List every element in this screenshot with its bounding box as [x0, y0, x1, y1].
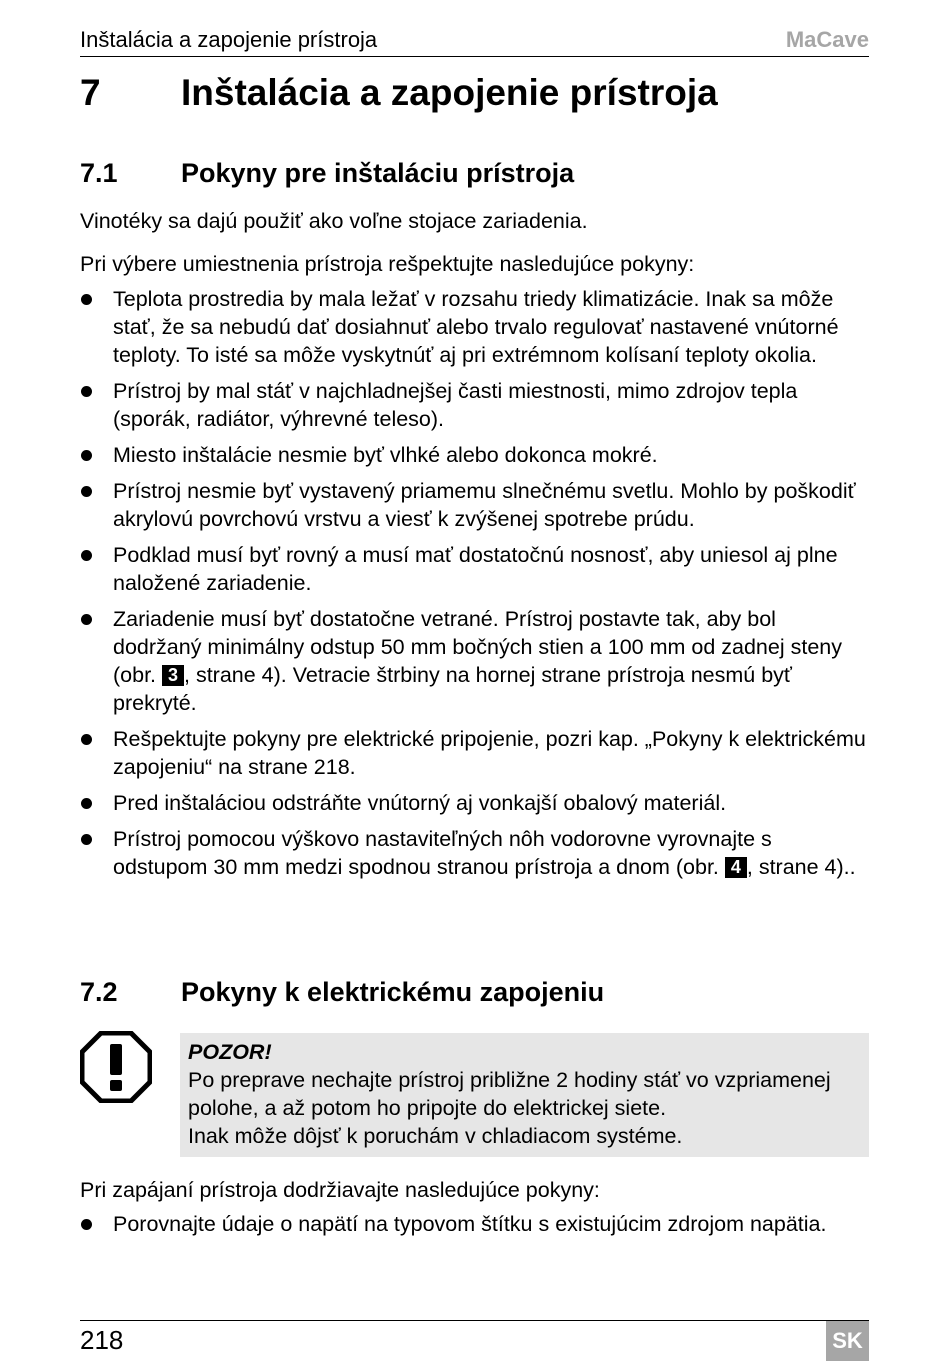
bullet-icon — [81, 294, 92, 305]
intro-paragraph: Pri výbere umiestnenia prístroja rešpektujte nasledujúce pokyny: — [80, 252, 695, 276]
electrical-intro-paragraph: Pri zapájaní prístroja dodržiavajte nasledujúce pokyny: — [80, 1178, 600, 1202]
language-badge: SK — [826, 1321, 869, 1361]
list-item: Porovnajte údaje o napätí na typovom štítku s existujúcim zdrojom napätia. — [80, 1210, 870, 1238]
header-brand: MaCave — [785, 27, 869, 52]
figure-reference-badge: 3 — [162, 665, 184, 686]
bullet-icon — [81, 386, 92, 397]
bullet-icon — [81, 1219, 92, 1230]
electrical-instructions-list — [80, 1210, 870, 1246]
list-item: Rešpektujte pokyny pre elektrické pripojenie, pozri kap. „Pokyny k elektrickému zapojeniu“ na strane 218. — [80, 725, 870, 781]
list-item: Prístroj nesmie byť vystavený priamemu slnečnému svetlu. Mohlo by poškodiť akrylovú povrchovú vrstvu a viesť k zvýšenej spotrebe prúdu. — [80, 477, 870, 533]
list-item: Zariadenie musí byť dostatočne vetrané. Prístroj postavte tak, aby bol dodržaný minimálny odstup 50 mm bočných stien a 100 mm od zadnej steny (obr. 3 , strane 4). Vetracie štrbiny na hornej strane prístroja nesmú byť prekryté. — [80, 605, 870, 717]
list-item: Miesto inštalácie nesmie byť vlhké alebo dokonca mokré. — [80, 441, 870, 469]
warning-exclamation-icon — [80, 1031, 152, 1103]
list-item: Prístroj pomocou výškovo nastaviteľných nôh vodorovne vyrovnajte s odstupom 30 mm medzi spodnou stranou prístroja a dnom (obr. 4 , strane 4).. — [80, 825, 870, 881]
bullet-icon — [81, 798, 92, 809]
section-heading-7-1 — [80, 158, 869, 192]
installation-instructions-list — [80, 285, 870, 889]
figure-reference-badge: 4 — [725, 857, 747, 878]
bullet-icon — [81, 614, 92, 625]
section-number: 7.1 — [80, 158, 118, 188]
page-header — [80, 27, 869, 57]
caution-text: Po preprave nechajte prístroj približne 2 hodiny stáť vo vzpriamenej polohe, a až potom ho pripojte do elektrickej siete. — [188, 1068, 831, 1120]
caution-notice — [180, 1033, 869, 1157]
intro-paragraph: Vinotéky sa dajú použiť ako voľne stojace zariadenia. — [80, 209, 588, 233]
section-title: Pokyny pre inštaláciu prístroja — [181, 158, 575, 188]
caution-text: Inak môže dôjsť k poruchám v chladiacom systéme. — [188, 1124, 683, 1148]
bullet-icon — [81, 486, 92, 497]
page-footer — [80, 1320, 869, 1362]
list-item: Pred inštaláciou odstráňte vnútorný aj vonkajší obalový materiál. — [80, 789, 870, 817]
bullet-icon — [81, 734, 92, 745]
list-item: Prístroj by mal stáť v najchladnejšej časti miestnosti, mimo zdrojov tepla (sporák, radiátor, výhrevné teleso). — [80, 377, 870, 433]
list-item: Podklad musí byť rovný a musí mať dostatočnú nosnosť, aby uniesol aj plne naložené zariadenie. — [80, 541, 870, 597]
chapter-title: Inštalácia a zapojenie prístroja — [181, 72, 718, 113]
bullet-icon — [81, 550, 92, 561]
section-title: Pokyny k elektrickému zapojeniu — [181, 977, 605, 1007]
caution-title: POZOR! — [188, 1040, 272, 1064]
bullet-icon — [81, 450, 92, 461]
chapter-number: 7 — [80, 72, 101, 113]
section-heading-7-2 — [80, 977, 869, 1011]
list-item: Teplota prostredia by mala ležať v rozsahu triedy klimatizácie. Inak sa môže stať, že sa nebudú dať dosiahnuť alebo trvalo regulovať nastavené vnútorné teploty. To isté sa môže vyskytnúť aj pri extrémnom kolísaní teploty okolia. — [80, 285, 870, 369]
header-section-title: Inštalácia a zapojenie prístroja — [80, 27, 378, 52]
section-number: 7.2 — [80, 977, 118, 1007]
page-number: 218 — [80, 1325, 124, 1355]
bullet-icon — [81, 834, 92, 845]
